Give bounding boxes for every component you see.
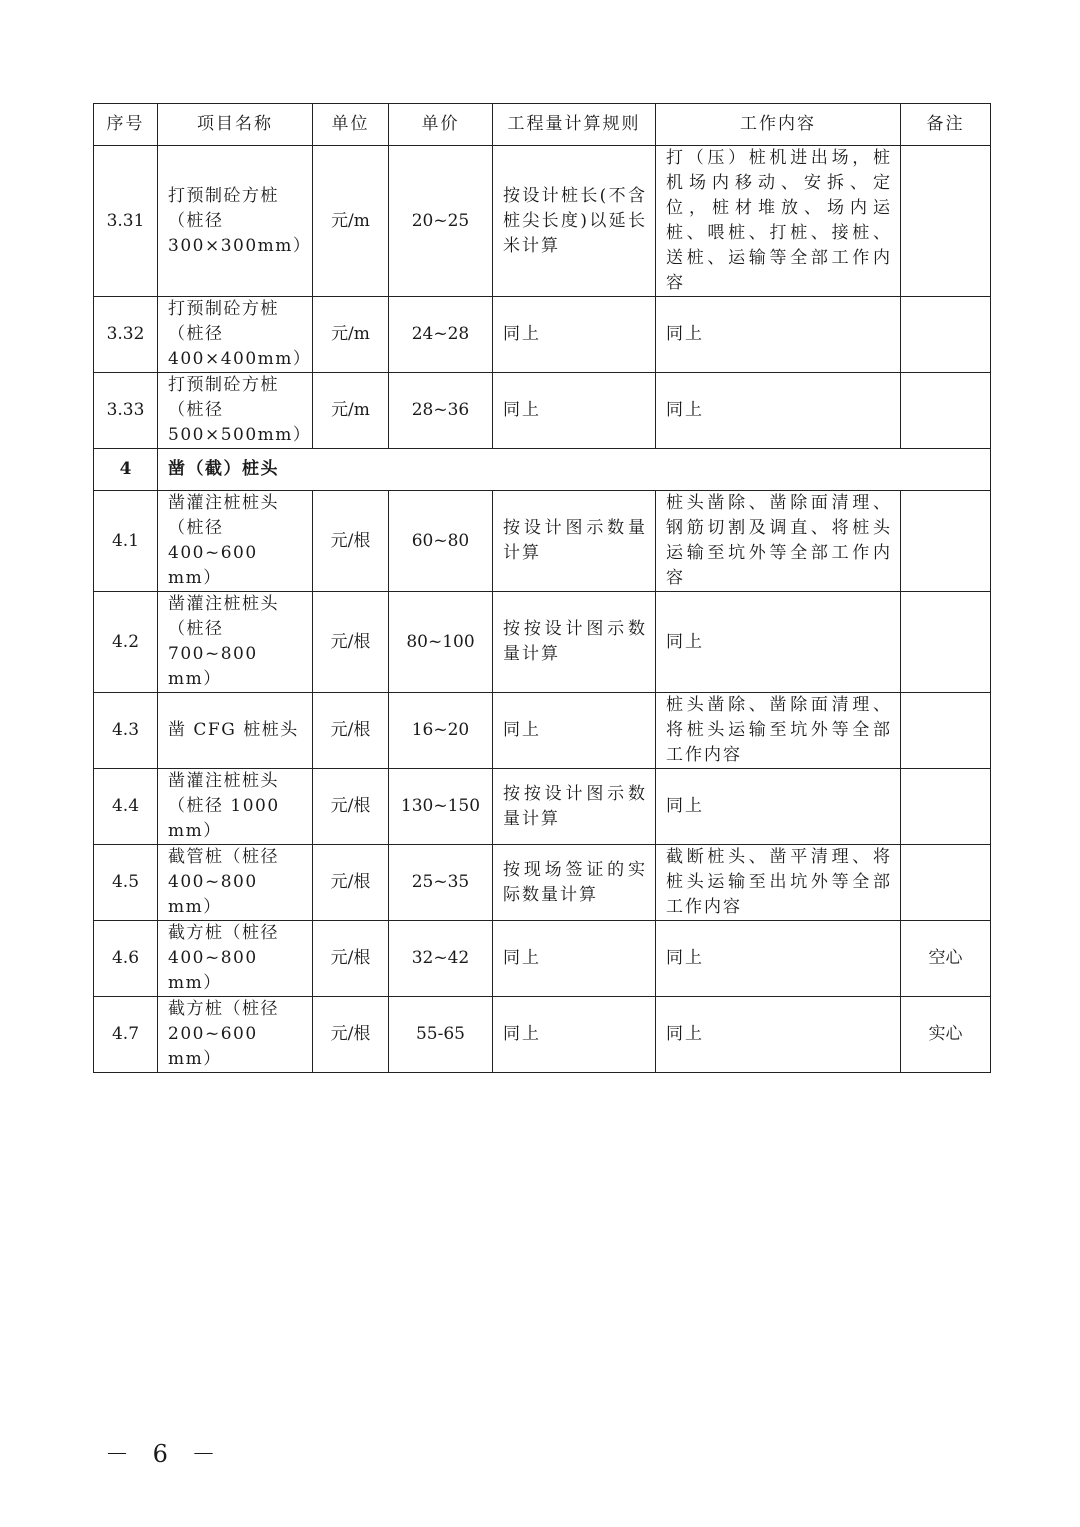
pricing-table xyxy=(93,103,991,1073)
row-index: 3.31 xyxy=(94,146,158,297)
row-rule: 按设计图示数量计算 xyxy=(493,491,656,592)
row-content: 同上 xyxy=(656,921,901,997)
row-rule: 同上 xyxy=(493,373,656,449)
row-item-name: 打预制砼方桩（桩径 500×500mm） xyxy=(158,373,313,449)
table-row xyxy=(94,373,991,449)
row-item-name: 打预制砼方桩（桩径 400×400mm） xyxy=(158,297,313,373)
row-unit: 元/m xyxy=(313,373,389,449)
row-content: 同上 xyxy=(656,297,901,373)
row-index: 4.2 xyxy=(94,592,158,693)
row-unit: 元/根 xyxy=(313,592,389,693)
row-price: 130~150 xyxy=(389,769,493,845)
row-note xyxy=(901,693,991,769)
row-index: 3.33 xyxy=(94,373,158,449)
row-item-name: 截方桩（桩径 200~600 mm） xyxy=(158,997,313,1073)
row-unit: 元/根 xyxy=(313,921,389,997)
row-price: 25~35 xyxy=(389,845,493,921)
row-unit: 元/根 xyxy=(313,845,389,921)
header-work-content: 工作内容 xyxy=(656,104,901,146)
table-row xyxy=(94,921,991,997)
row-rule: 按按设计图示数量计算 xyxy=(493,592,656,693)
row-item-name: 凿灌注桩桩头（桩径 400~600 mm） xyxy=(158,491,313,592)
row-note xyxy=(901,146,991,297)
row-unit: 元/根 xyxy=(313,693,389,769)
row-rule: 按现场签证的实际数量计算 xyxy=(493,845,656,921)
row-unit: 元/m xyxy=(313,146,389,297)
row-price: 80~100 xyxy=(389,592,493,693)
section-row xyxy=(94,449,991,491)
row-price: 16~20 xyxy=(389,693,493,769)
row-note xyxy=(901,491,991,592)
row-item-name: 打预制砼方桩（桩径 300×300mm） xyxy=(158,146,313,297)
row-price: 24~28 xyxy=(389,297,493,373)
row-index: 4.7 xyxy=(94,997,158,1073)
table-row xyxy=(94,146,991,297)
header-remarks: 备注 xyxy=(901,104,991,146)
row-index: 4.4 xyxy=(94,769,158,845)
header-unit: 单位 xyxy=(313,104,389,146)
row-index: 4.5 xyxy=(94,845,158,921)
header-index: 序号 xyxy=(94,104,158,146)
row-item-name: 凿灌注桩桩头（桩径 700~800 mm） xyxy=(158,592,313,693)
table-row xyxy=(94,845,991,921)
row-unit: 元/根 xyxy=(313,997,389,1073)
page-number: － 6 － xyxy=(105,1440,224,1468)
row-rule: 同上 xyxy=(493,997,656,1073)
table-row xyxy=(94,491,991,592)
table-row xyxy=(94,997,991,1073)
row-rule: 按设计桩长(不含桩尖长度)以延长米计算 xyxy=(493,146,656,297)
section-title: 凿（截）桩头 xyxy=(158,449,991,491)
row-content: 桩头凿除、凿除面清理、将桩头运输至坑外等全部工作内容 xyxy=(656,693,901,769)
row-note xyxy=(901,373,991,449)
table-row xyxy=(94,592,991,693)
table-row xyxy=(94,297,991,373)
row-index: 3.32 xyxy=(94,297,158,373)
row-index: 4.6 xyxy=(94,921,158,997)
row-content: 同上 xyxy=(656,373,901,449)
row-note xyxy=(901,592,991,693)
row-index: 4.1 xyxy=(94,491,158,592)
row-item-name: 凿灌注桩桩头（桩径 1000 mm） xyxy=(158,769,313,845)
row-content: 截断桩头、凿平清理、将桩头运输至出坑外等全部工作内容 xyxy=(656,845,901,921)
row-price: 20~25 xyxy=(389,146,493,297)
row-content: 同上 xyxy=(656,769,901,845)
section-index: 4 xyxy=(94,449,158,491)
row-content: 同上 xyxy=(656,997,901,1073)
row-note: 空心 xyxy=(901,921,991,997)
row-index: 4.3 xyxy=(94,693,158,769)
row-price: 60~80 xyxy=(389,491,493,592)
row-item-name: 截方桩（桩径 400~800 mm） xyxy=(158,921,313,997)
pricing-table-container xyxy=(93,103,990,1073)
row-rule: 按按设计图示数量计算 xyxy=(493,769,656,845)
row-note xyxy=(901,769,991,845)
row-rule: 同上 xyxy=(493,297,656,373)
header-quantity-rule: 工程量计算规则 xyxy=(493,104,656,146)
row-note xyxy=(901,297,991,373)
table-row xyxy=(94,769,991,845)
row-price: 28~36 xyxy=(389,373,493,449)
row-rule: 同上 xyxy=(493,921,656,997)
row-content: 打（压）桩机进出场，桩机场内移动、安拆、定位，桩材堆放、场内运桩、喂桩、打桩、接桩、送桩、运输等全部工作内容 xyxy=(656,146,901,297)
row-content: 同上 xyxy=(656,592,901,693)
row-unit: 元/m xyxy=(313,297,389,373)
row-item-name: 截管桩（桩径 400~800 mm） xyxy=(158,845,313,921)
row-unit: 元/根 xyxy=(313,769,389,845)
row-note xyxy=(901,845,991,921)
row-content: 桩头凿除、凿除面清理、钢筋切割及调直、将桩头运输至坑外等全部工作内容 xyxy=(656,491,901,592)
table-row xyxy=(94,693,991,769)
row-rule: 同上 xyxy=(493,693,656,769)
header-item-name: 项目名称 xyxy=(158,104,313,146)
header-unit-price: 单价 xyxy=(389,104,493,146)
row-price: 55-65 xyxy=(389,997,493,1073)
table-header-row xyxy=(94,104,991,146)
row-unit: 元/根 xyxy=(313,491,389,592)
row-item-name: 凿 CFG 桩桩头 xyxy=(158,693,313,769)
row-note: 实心 xyxy=(901,997,991,1073)
row-price: 32~42 xyxy=(389,921,493,997)
